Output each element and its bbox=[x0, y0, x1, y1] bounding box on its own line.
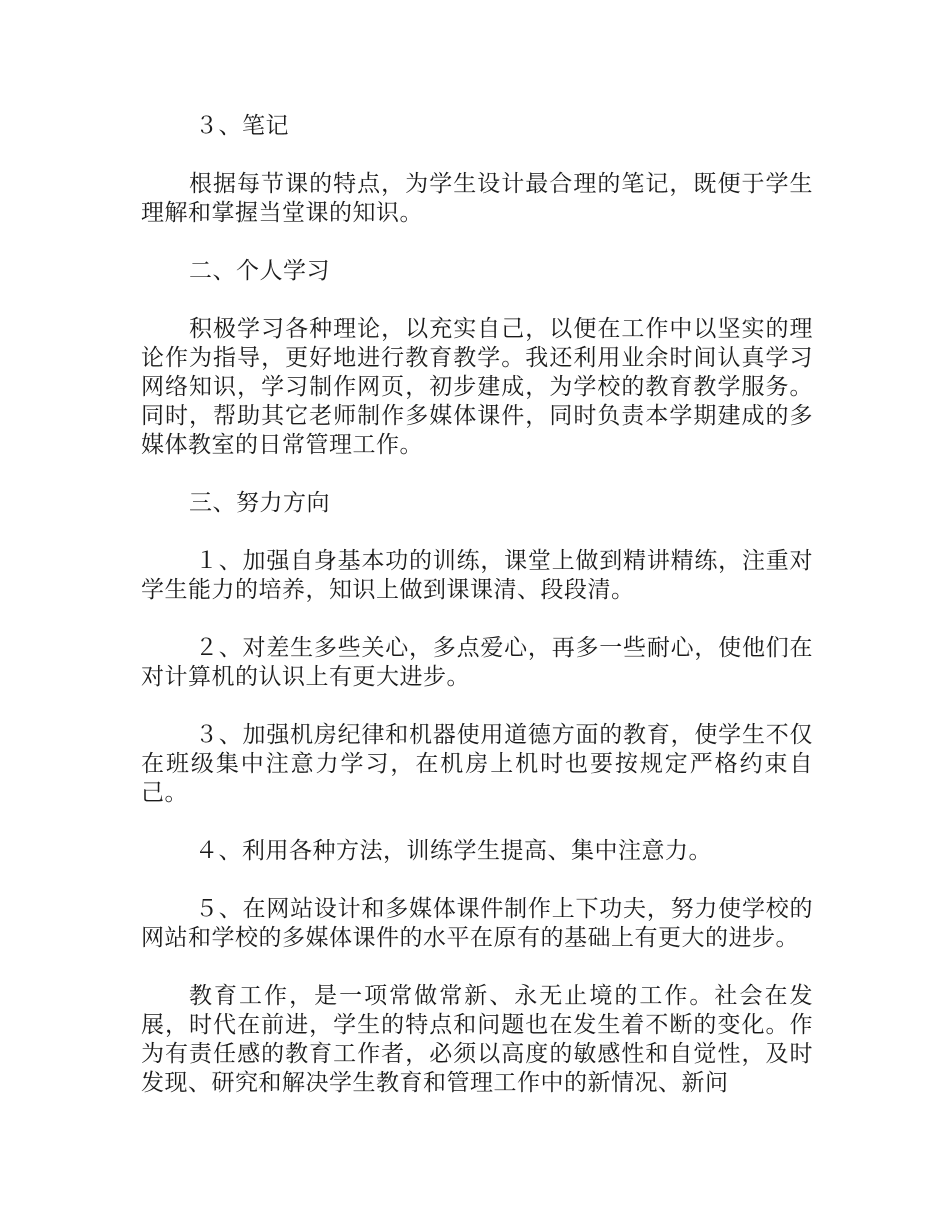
document-body bbox=[141, 112, 813, 1127]
conclusion-paragraph: 教育工作，是一项常做常新、永无止境的工作。社会在发展，时代在前进，学生的特点和问题也在发生着不断的变化。作为有责任感的教育工作者，必须以高度的敏感性和自觉性，及时发现、研究和解决学生教育和管理工作中的新情况、新问 bbox=[141, 983, 813, 1096]
heading-personal-study: 二、个人学习 bbox=[189, 258, 330, 284]
heading-note: ３、笔记 bbox=[195, 113, 289, 139]
direction-item-2: ２、对差生多些关心，多点爱心，再多一些耐心，使他们在对计算机的认识上有更大进步。 bbox=[141, 635, 813, 690]
note-body: 根据每节课的特点，为学生设计最合理的笔记，既便于学生理解和掌握当堂课的知识。 bbox=[141, 171, 813, 226]
direction-item-3: ３、加强机房纪律和机器使用道德方面的教育，使学生不仅在班级集中注意力学习，在机房上机时也要按规定严格约束自己。 bbox=[141, 722, 813, 806]
direction-item-5: ５、在网站设计和多媒体课件制作上下功夫，努力使学校的网站和学校的多媒体课件的水平在原有的基础上有更大的进步。 bbox=[141, 896, 813, 951]
direction-item-1: １、加强自身基本功的训练，课堂上做到精讲精练，注重对学生能力的培养，知识上做到课课清、段段清。 bbox=[141, 548, 813, 603]
heading-direction: 三、努力方向 bbox=[189, 490, 330, 516]
direction-item-4: ４、利用各种方法，训练学生提高、集中注意力。 bbox=[195, 838, 712, 864]
personal-study-body: 积极学习各种理论，以充实自己，以便在工作中以坚实的理论作为指导，更好地进行教育教学。我还利用业余时间认真学习网络知识，学习制作网页，初步建成，为学校的教育教学服务。同时，帮助其它老师制作多媒体课件，同时负责本学期建成的多媒体教室的日常管理工作。 bbox=[141, 316, 813, 458]
